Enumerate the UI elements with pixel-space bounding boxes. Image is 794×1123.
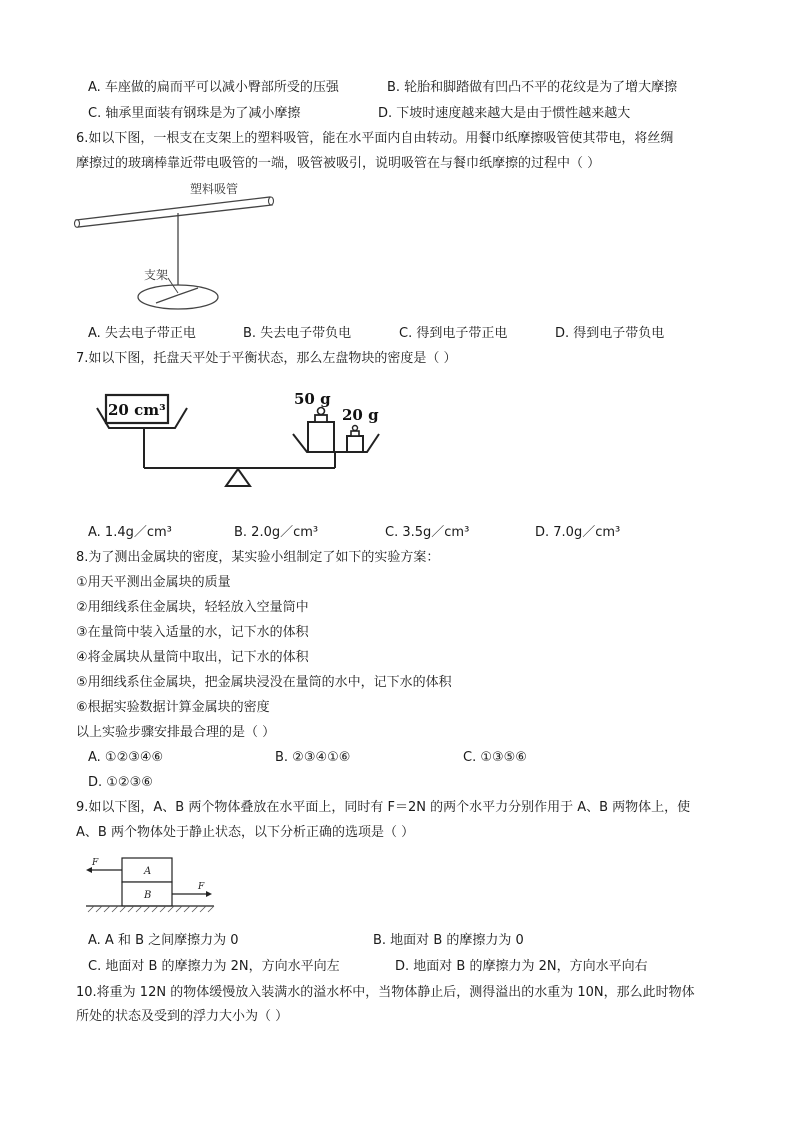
force-bottom-label: F: [198, 882, 205, 892]
stand-base: [138, 285, 218, 309]
q9-stem-line2: A、B 两个物体处于静止状态，以下分析正确的选项是（ ）: [76, 825, 415, 840]
weight-20g: [347, 436, 363, 452]
q8-step-4: ④将金属块从量筒中取出，记下水的体积: [76, 650, 309, 665]
q8-step-5: ⑤用细线系住金属块，把金属块浸没在量筒的水中，记下水的体积: [76, 675, 452, 690]
q8-step-6: ⑥根据实验数据计算金属块的密度: [76, 700, 270, 715]
q7-option-a: A. 1.4g／cm³: [88, 525, 172, 540]
q7-option-d: D. 7.0g／cm³: [535, 525, 621, 540]
q8-step-1: ①用天平测出金属块的质量: [76, 575, 231, 590]
q6-straw-stand-figure: [70, 175, 290, 325]
weight-20g-label: 20 g: [342, 406, 379, 424]
q8-stem: 8.为了测出金属块的密度，某实验小组制定了如下的实验方案：: [76, 550, 440, 565]
q10-stem-line2: 所处的状态及受到的浮力大小为（ ）: [76, 1009, 289, 1024]
straw-shape: [76, 197, 272, 227]
q8-option-d: D. ①②③⑥: [88, 775, 153, 790]
q8-step-2: ②用细线系住金属块，轻轻放入空量筒中: [76, 600, 309, 615]
q9-blocks-figure: [80, 850, 220, 920]
q6-option-b: B. 失去电子带负电: [243, 326, 352, 341]
block-a-label: A: [144, 866, 152, 877]
q9-option-c: C. 地面对 B 的摩擦力为 2N，方向水平向左: [88, 959, 340, 974]
weight-50g: [308, 422, 334, 452]
left-block-label: 20 cm³: [108, 401, 166, 419]
weight-50g-label: 50 g: [294, 390, 331, 408]
straw-label: 塑料吸管: [190, 182, 239, 196]
q5-option-b: B. 轮胎和脚踏做有凹凸不平的花纹是为了增大摩擦: [387, 80, 678, 95]
q8-option-a: A. ①②③④⑥: [88, 750, 164, 765]
q8-step-3: ③在量筒中装入适量的水，记下水的体积: [76, 625, 309, 640]
q6-option-c: C. 得到电子带正电: [399, 326, 508, 341]
force-top-label: F: [92, 858, 99, 868]
q7-option-c: C. 3.5g／cm³: [385, 525, 470, 540]
q6-option-a: A. 失去电子带正电: [88, 326, 196, 341]
q5-option-d: D. 下坡时速度越来越大是由于惯性越来越大: [378, 106, 631, 121]
q9-option-a: A. A 和 B 之间摩擦力为 0: [88, 933, 239, 948]
q5-option-c: C. 轴承里面装有钢珠是为了减小摩擦: [88, 106, 301, 121]
q6-stem-line1: 6.如以下图，一根支在支架上的塑料吸管，能在水平面内自由转动。用餐巾纸摩擦吸管使其带电，将丝绸: [76, 131, 674, 146]
force-right-arrow: [206, 891, 212, 897]
q10-stem-line1: 10.将重为 12N 的物体缓慢放入装满水的溢水杯中，当物体静止后，测得溢出的水重为 10N，那么此时物体: [76, 985, 695, 1000]
fulcrum: [226, 469, 250, 486]
q7-option-b: B. 2.0g／cm³: [234, 525, 319, 540]
block-b-label: B: [144, 890, 152, 901]
q9-stem-line1: 9.如以下图，A、B 两个物体叠放在水平面上，同时有 F＝2N 的两个水平力分别作用于 A、B 两物体上，使: [76, 800, 691, 815]
q7-balance-figure: [95, 382, 395, 497]
q6-stem-line2: 摩擦过的玻璃棒靠近带电吸管的一端，吸管被吸引，说明吸管在与餐巾纸摩擦的过程中（ ）: [76, 156, 601, 171]
q5-option-a: A. 车座做的扁而平可以减小臀部所受的压强: [88, 80, 339, 95]
stand-label: 支架: [144, 268, 169, 282]
q7-stem: 7.如以下图，托盘天平处于平衡状态，那么左盘物块的密度是（ ）: [76, 351, 457, 366]
q8-question: 以上实验步骤安排最合理的是（ ）: [76, 725, 276, 740]
q9-option-d: D. 地面对 B 的摩擦力为 2N，方向水平向右: [395, 959, 648, 974]
q9-option-b: B. 地面对 B 的摩擦力为 0: [373, 933, 524, 948]
q8-option-c: C. ①③⑤⑥: [463, 750, 527, 765]
q8-option-b: B. ②③④①⑥: [275, 750, 351, 765]
q6-option-d: D. 得到电子带负电: [555, 326, 665, 341]
